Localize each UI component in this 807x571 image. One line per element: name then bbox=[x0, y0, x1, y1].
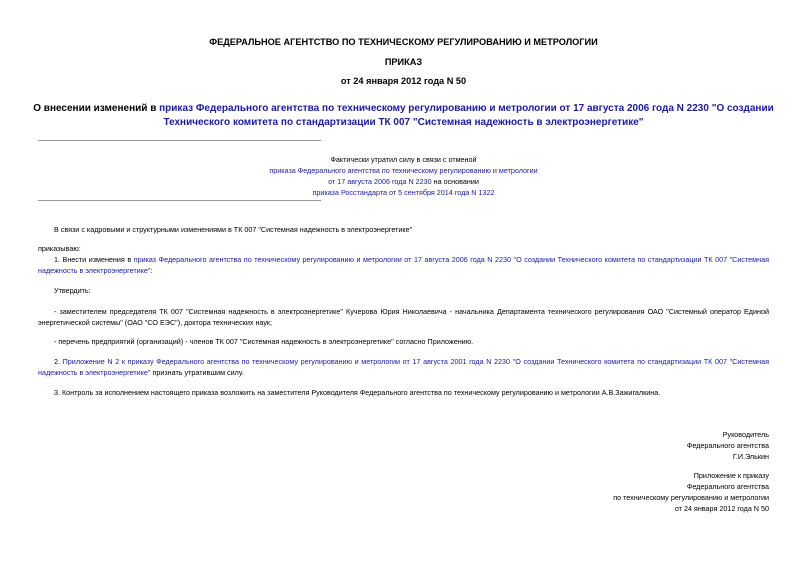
status-note-link-rosstandart[interactable]: приказа Росстандарта от 5 сентября 2014 года N 1322 bbox=[312, 188, 495, 197]
top-divider bbox=[38, 140, 321, 141]
title-link[interactable]: приказ Федерального агентства по техническому регулированию и метрологии от 17 августа 2006 года N 2230 "О создании Технического комитета по стандартизации ТК 007 "Системная надежность в электроэнергетике" bbox=[159, 103, 774, 128]
signature-block bbox=[687, 429, 769, 462]
signature-name: Г.И.Элькин bbox=[732, 452, 769, 461]
bullet-2: - перечень предприятий (организаций) - членов ТК 007 "Системная надежность в электроэнергетике" согласно Приложению. bbox=[54, 337, 474, 346]
item-3: 3. Контроль за исполнением настоящего приказа возложить на заместителя Руководителя Федерального агентства по техническому регулированию и метрологии А.В.Зажигалкина. bbox=[54, 388, 661, 397]
title-prefix: О внесении изменений в bbox=[33, 103, 160, 114]
bullet-1: - заместителем председателя ТК 007 "Системная надежность в электроэнергетике" Кучерова Юрия Николаевича - начальника Департамента технического регулирования ОАО "Системный оператор Единой энергетической системы" (ОАО "СО ЕЭС"), доктора технических наук; bbox=[38, 307, 769, 327]
status-note bbox=[0, 154, 807, 198]
status-note-link-date[interactable]: от 17 августа 2006 года N 2230 bbox=[328, 177, 432, 186]
item-2-link[interactable]: Приложение N 2 к приказу Федерального агентства по техническому регулированию и метрологии от 17 августа 2001 года N 2230 "О создании Технического комитета по стандартизации ТК 007 "Системная надежность в электроэнергетике" bbox=[38, 357, 769, 377]
approve-paragraph: Утвердить: bbox=[54, 286, 91, 295]
bottom-divider bbox=[38, 200, 321, 201]
appendix-line2: Федерального агентства bbox=[686, 482, 769, 491]
appendix-line4: от 24 января 2012 года N 50 bbox=[674, 504, 769, 513]
status-note-link-order[interactable]: приказа Федерального агентства по техническому регулированию и метрологии bbox=[269, 166, 538, 175]
signature-agency: Федерального агентства bbox=[686, 441, 769, 450]
item-2: 2. Приложение N 2 к приказу Федерального агентства по техническому регулированию и метрологии от 17 августа 2001 года N 2230 "О создании Технического комитета по стандартизации ТК 007 "Системная надежность в электроэнергетике" признать утратившим силу. bbox=[38, 357, 769, 377]
item-1-link[interactable]: приказ Федерального агентства по техническому регулированию и метрологии от 17 августа 2006 года N 2230 "О создании Технического комитета по стандартизации ТК 007 "Системная надежность в электроэнергетике" bbox=[38, 255, 769, 275]
status-note-line3: от 17 августа 2006 года N 2230 на основании bbox=[328, 177, 479, 186]
intro-paragraph: В связи с кадровыми и структурными изменениями в ТК 007 "Системная надежность в электроэнергетике" bbox=[54, 225, 413, 234]
date-number-heading: от 24 января 2012 года N 50 bbox=[340, 76, 467, 86]
order-word: приказываю: bbox=[38, 244, 81, 253]
appendix-line1: Приложение к приказу bbox=[693, 471, 769, 480]
appendix-line3: по техническому регулированию и метрологии bbox=[613, 493, 769, 502]
status-note-line1: Фактически утратил силу в связи с отменой bbox=[330, 155, 477, 164]
document-title bbox=[30, 102, 777, 130]
signature-position: Руководитель bbox=[722, 430, 769, 439]
agency-heading: ФЕДЕРАЛЬНОЕ АГЕНТСТВО ПО ТЕХНИЧЕСКОМУ РЕГУЛИРОВАНИЮ И МЕТРОЛОГИИ bbox=[209, 37, 598, 47]
item-1: 1. Внести изменения в приказ Федерального агентства по техническому регулированию и метрологии от 17 августа 2006 года N 2230 "О создании Технического комитета по стандартизации ТК 007 "Системная надежность в электроэнергетике": bbox=[38, 255, 769, 275]
doc-type-heading: ПРИКАЗ bbox=[384, 57, 423, 67]
appendix-block bbox=[613, 470, 769, 514]
